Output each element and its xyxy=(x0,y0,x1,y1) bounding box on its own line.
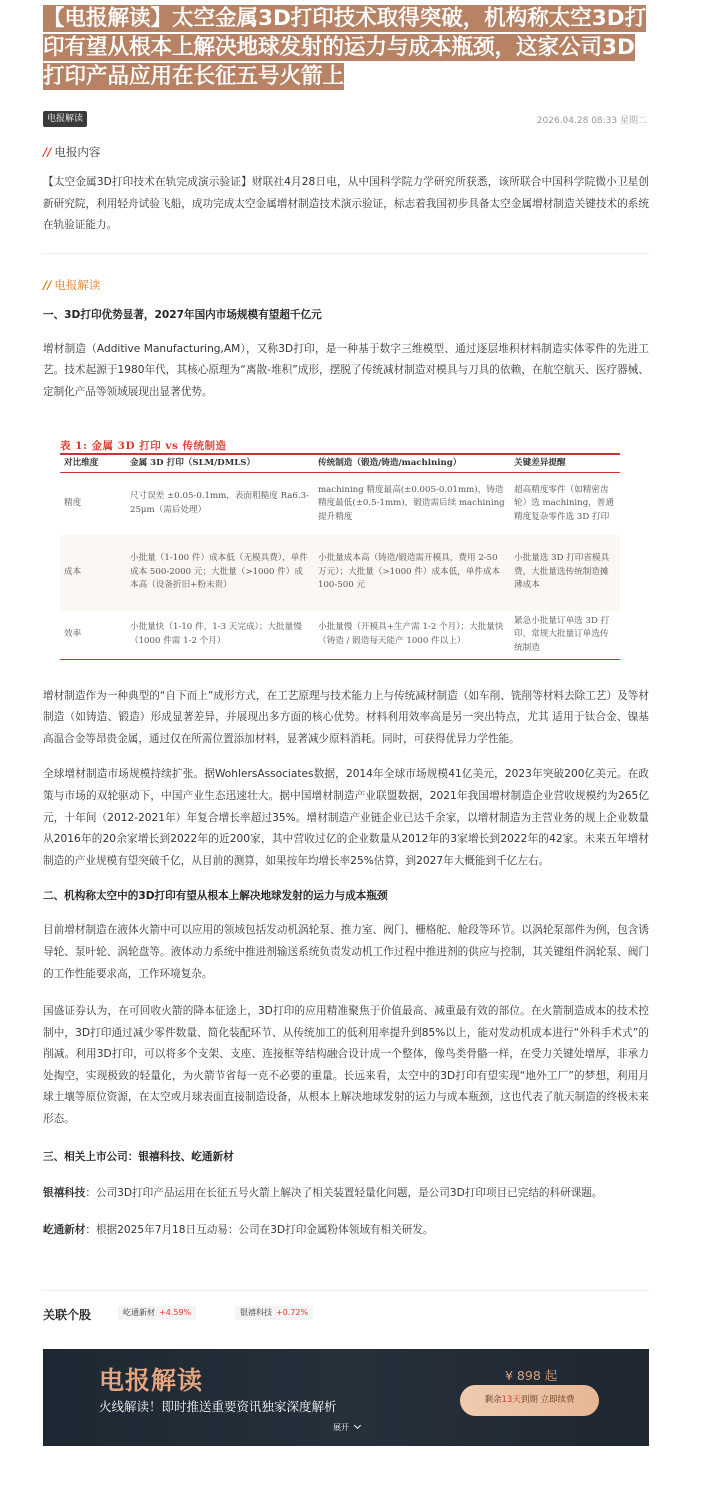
table-cell: 小批量快（1-10 件，1-3 天完成）；大批量慢（1000 件需 1-2 个月） xyxy=(126,611,314,660)
table-header: 传统制造（锻造/铸造/machining） xyxy=(314,454,510,473)
category-tag[interactable]: 电报解读 xyxy=(43,111,87,127)
table-cell: 小批量选 3D 打印省模具费，大批量选传统制造摊薄成本 xyxy=(510,535,620,611)
chevron-down-icon xyxy=(354,1422,361,1429)
publish-datetime: 2026.04.28 08:33 星期二 xyxy=(536,116,647,126)
article-title xyxy=(43,4,649,91)
telegram-body: 【太空金属3D打印技术在轨完成演示验证】财联社4月28日电，从中国科学院力学研究所获悉，该所联合中国科学院微小卫星创新研究院，利用轻舟试验飞船，成功完成太空金属增材制造技术演示验证，标志着我国初步具备太空金属增材制造关键技术的系统在轨验证能力。 xyxy=(43,176,649,232)
article xyxy=(43,0,649,1242)
table-cell: 成本 xyxy=(60,535,126,611)
section-3-company-1 xyxy=(43,1183,649,1205)
stock-name: 屹通新材 xyxy=(123,1308,155,1317)
banner-title: 电报解读 xyxy=(99,1366,204,1395)
section-2-title: 二、机构称太空中的3D打印有望从根本上解决地球发射的运力与成本瓶颈 xyxy=(43,890,388,903)
table-row xyxy=(60,535,620,611)
banner-subtitle: 火线解读！即时推送重要资讯独家深度解析 xyxy=(99,1399,337,1414)
heading-text: 电报内容 xyxy=(54,145,101,159)
section-2-paragraph-1: 目前增材制造在液体火箭中可以应用的领域包括发动机涡轮泵、推力室、阀门、栅格舵、舱段等环节。以涡轮泵部件为例，包含诱导轮、泵叶轮、涡轮盘等。液体动力系统中推进剂输送系统负责发动机工作过程中推进剂的供应与控制，其关键组件涡轮泵、阀门的工作性能要求高，工作环境复杂。 xyxy=(43,924,649,980)
comparison-table-figure xyxy=(43,438,649,684)
section-1-paragraph-3: 全球增材制造市场规模持续扩张。据WohlersAssociates数据，2014年全球市场规模41亿美元，2023年突破200亿美元。在政策与市场的双轮驱动下，中国产业生态迅速壮大。据中国增材制造产业联盟数据，2021年我国增材制造企业营收规模约为265亿元，十年间（2012-2021年）年复合增长率超过35%。增材制造产业链企业已达千余家，以增材制造为主营业务的规上企业数量从2016年的20余家增长到2022年的近200家，其中营收过亿的企业数量从2012年的3家增长到2022年的42家。未来五年增材制造的产业规模有望突破千亿，从目前的测算，如果按年均增长率25%估算，到2027年大概能到千亿左右。 xyxy=(43,768,649,867)
renew-pre: 剩余 xyxy=(484,1395,502,1405)
stock-name: 银禧科技 xyxy=(240,1308,272,1317)
table-cell: 精度 xyxy=(60,473,126,535)
telegram-heading xyxy=(43,144,649,160)
company-note: ：根据2025年7月18日互动易：公司在3D打印金属粉体领域有相关研发。 xyxy=(85,1224,434,1237)
article-title-text: 【电报解读】太空金属3D打印技术取得突破，机构称太空3D打印有望从根本上解决地球发射的运力与成本瓶颈，这家公司3D打印产品应用在长征五号火箭上 xyxy=(43,6,647,89)
section-1-paragraph-2: 增材制造作为一种典型的“自下而上”成形方式，在工艺原理与技术能力上与传统减材制造（如车削、铣削等材料去除工艺）及等材制造（如铸造、锻造）形成显著差异，并展现出多方面的核心优势。材料利用效率高是另一突出特点，尤其 适用于钛合金、镍基高温合金等昂贵金属，通过仅在所需位置添加材料，显著减少原料消耗。同时，可获得优异力学性能。 xyxy=(43,689,649,745)
heading-slash: // xyxy=(43,145,52,159)
company-name[interactable]: 银禧科技 xyxy=(43,1186,86,1199)
company-name[interactable]: 屹通新材 xyxy=(43,1224,86,1237)
section-1-title: 一、3D打印优势显著，2027年国内市场规模有望超千亿元 xyxy=(43,308,322,321)
analysis-heading xyxy=(43,277,649,293)
stock-change: +4.59% xyxy=(159,1308,192,1317)
banner-price: ¥ 898 起 xyxy=(505,1368,558,1383)
table-title: 表 1: 金属 3D 打印 vs 传统制造 xyxy=(60,439,227,452)
table-header: 对比维度 xyxy=(60,454,126,473)
renew-days: 13天 xyxy=(501,1395,521,1405)
table-header: 关键差异提醒 xyxy=(510,454,620,473)
section-2-paragraph-2: 国盛证券认为，在可回收火箭的降本征途上，3D打印的应用精准聚焦于价值最高、减重最有效的部位。在火箭制造成本的技术控制中，3D打印通过减少零件数量、简化装配环节、从传统加工的低利用率提升到85%以上，能对发动机成本进行“外科手术式”的削减。利用3D打印，可以将多个支架、支座、连接框等结构融合设计成一个整体，像鸟类骨骼一样，在受力关键处增厚，非承力处掏空，实现极致的轻量化，为火箭节省每一克不必要的重量。长远来看，太空中的3D打印有望实现“地外工厂”的梦想，利用月球土壤等原位资源，在太空或月球表面直接制造设备，从根本上解决地球发射的运力与成本瓶颈，这也代表了航天制造的终极未来形态。 xyxy=(43,1005,649,1126)
table-cell: 超高精度零件（如精密齿轮）选 machining，普通精度复杂零件选 3D 打印 xyxy=(510,473,620,535)
table-row xyxy=(60,473,620,535)
table-row xyxy=(60,611,620,660)
comparison-table xyxy=(60,453,620,661)
related-stocks-label: 关联个股 xyxy=(43,1308,92,1322)
heading-slash: // xyxy=(43,277,52,292)
renew-button[interactable] xyxy=(460,1385,599,1416)
table-cell: 尺寸误差 ±0.05-0.1mm，表面粗糙度 Ra6.3-25μm（需后处理） xyxy=(126,473,314,535)
section-divider xyxy=(43,253,649,254)
table-cell: 小批量慢（开模具+生产需 1-2 个月）；大批量快（铸造 / 锻造每天能产 1000 件以上） xyxy=(314,611,510,660)
subscription-banner xyxy=(43,1349,649,1446)
section-3-company-2 xyxy=(43,1220,649,1242)
stock-chip[interactable] xyxy=(118,1306,196,1320)
section-1-paragraph-1: 增材制造（Additive Manufacturing,AM），又称3D打印，是一种基于数字三维模型、通过逐层堆积材料制造实体零件的先进工艺。技术起源于1980年代，其核心原理为“离散-堆积”成形，摆脱了传统减材制造对模具与刀具的依赖，在航空航天、医疗器械、定制化产品等领域展现出显著优势。 xyxy=(43,342,649,398)
renew-post: 到期 立即续费 xyxy=(520,1395,575,1405)
company-note: ：公司3D打印产品运用在长征五号火箭上解决了相关装置轻量化问题，是公司3D打印项目已完结的科研课题。 xyxy=(85,1186,603,1199)
table-cell: machining 精度最高(±0.005-0.01mm)，铸造精度最低(±0.5-1mm)，锻造需后续 machining 提升精度 xyxy=(314,473,510,535)
table-header: 金属 3D 打印（SLM/DMLS） xyxy=(126,454,314,473)
stock-chip[interactable] xyxy=(235,1306,313,1320)
stock-change: +0.72% xyxy=(276,1308,309,1317)
article-meta xyxy=(43,110,649,134)
table-cell: 效率 xyxy=(60,611,126,660)
heading-text: 电报解读 xyxy=(54,277,101,292)
section-3-title: 三、相关上市公司：银禧科技、屹通新材 xyxy=(43,1150,234,1163)
related-stocks xyxy=(43,1290,649,1350)
table-cell: 小批量（1-100 件）成本低（无模具费），单件成本 500-2000 元；大批量（>1000 件）成本高（设备折旧+粉末贵） xyxy=(126,535,314,611)
table-cell: 小批量成本高（铸造/锻造需开模具，费用 2-50 万元）；大批量（>1000 件）成本低，单件成本 100-500 元 xyxy=(314,535,510,611)
table-cell: 紧急小批量订单选 3D 打印，常规大批量订单选传统制造 xyxy=(510,611,620,660)
expand-button[interactable] xyxy=(333,1422,360,1433)
expand-label: 展开 xyxy=(333,1423,349,1432)
